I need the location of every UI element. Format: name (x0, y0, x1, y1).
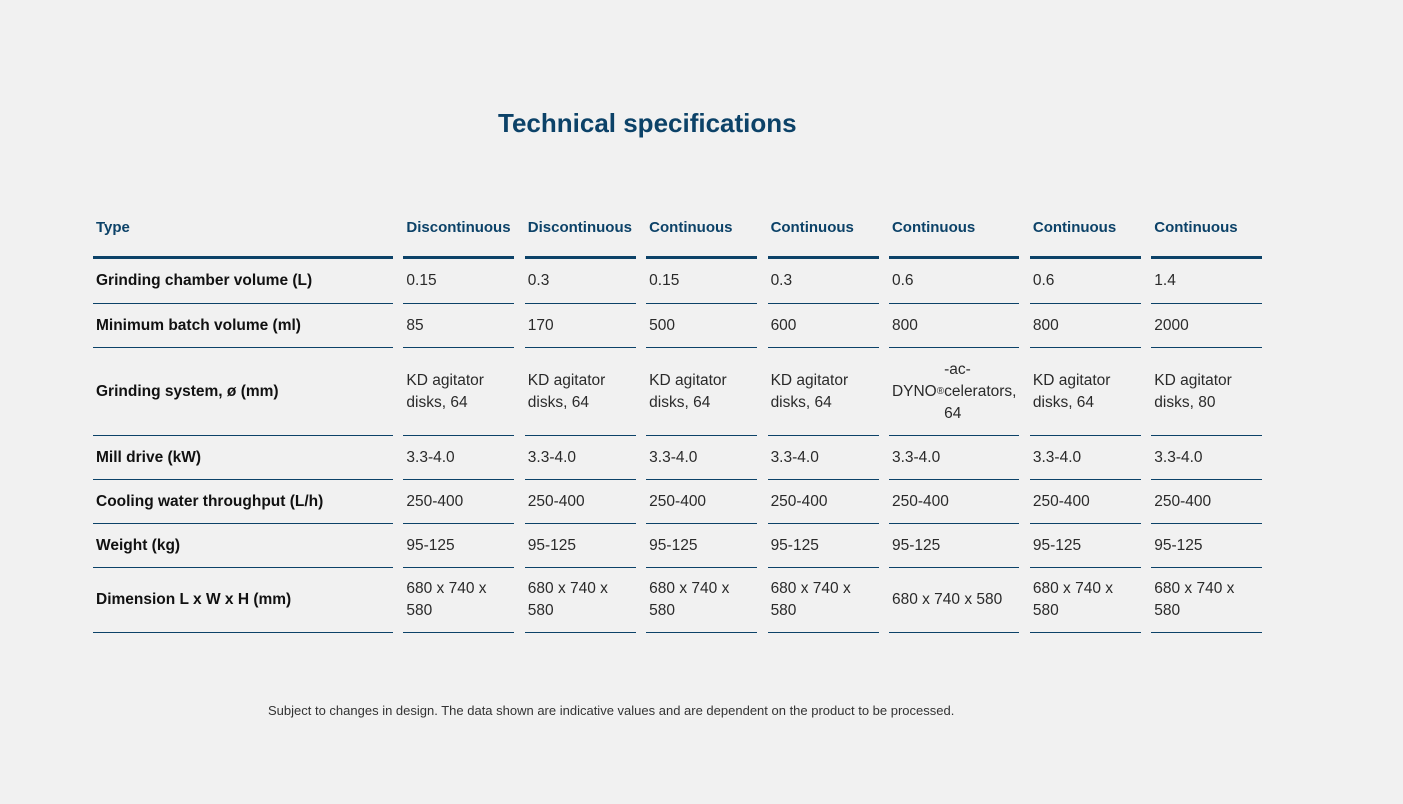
table-cell: 680 x 740 x 580 (403, 568, 514, 633)
table-cell: 680 x 740 x 580 (889, 568, 1020, 633)
table-cell: KD agitator disks, 80 (1151, 348, 1262, 436)
table-cell: 250-400 (889, 480, 1020, 524)
table-cell: 600 (768, 304, 879, 348)
page-title: Technical specifications (498, 108, 797, 138)
table-cell: 3.3-4.0 (889, 436, 1020, 480)
column-header: Discontinuous (403, 198, 514, 259)
column-header: Continuous (1030, 198, 1141, 259)
table-cell: 680 x 740 x 580 (525, 568, 636, 633)
row-label: Grinding chamber volume (L) (93, 259, 393, 304)
table-cell: 95-125 (768, 524, 879, 568)
table-cell: 3.3-4.0 (768, 436, 879, 480)
table-cell: 95-125 (646, 524, 757, 568)
row-label: Weight (kg) (93, 524, 393, 568)
table-header-row (93, 198, 1262, 259)
table-cell: KD agitator disks, 64 (525, 348, 636, 436)
table-cell: 250-400 (525, 480, 636, 524)
table-cell: 680 x 740 x 580 (646, 568, 757, 633)
table-row (93, 436, 1262, 480)
column-header: Continuous (768, 198, 879, 259)
disclaimer-note: Subject to changes in design. The data shown are indicative values and are dependent on the product to be processed. (268, 703, 955, 718)
table-row (93, 524, 1262, 568)
table-cell: 3.3-4.0 (1151, 436, 1262, 480)
table-cell: 170 (525, 304, 636, 348)
table-cell: 800 (1030, 304, 1141, 348)
table-cell: 250-400 (646, 480, 757, 524)
table-cell: 95-125 (403, 524, 514, 568)
table-cell: 2000 (1151, 304, 1262, 348)
table-cell: 0.6 (1030, 259, 1141, 304)
table-cell: 680 x 740 x 580 (1030, 568, 1141, 633)
table-cell: 250-400 (1030, 480, 1141, 524)
column-header: Continuous (1151, 198, 1262, 259)
row-label: Grinding system, ø (mm) (93, 348, 393, 436)
table-cell: 0.6 (889, 259, 1020, 304)
table-cell: 3.3-4.0 (646, 436, 757, 480)
table-cell: 3.3-4.0 (525, 436, 636, 480)
table-row (93, 480, 1262, 524)
column-header: Discontinuous (525, 198, 636, 259)
table-cell: 3.3-4.0 (1030, 436, 1141, 480)
table-cell: 500 (646, 304, 757, 348)
table-cell: 1.4 (1151, 259, 1262, 304)
table-cell: KD agitator disks, 64 (403, 348, 514, 436)
row-label: Mill drive (kW) (93, 436, 393, 480)
table-cell: 250-400 (1151, 480, 1262, 524)
column-header-type: Type (93, 198, 393, 259)
table-cell: 95-125 (1151, 524, 1262, 568)
table-cell: 95-125 (1030, 524, 1141, 568)
table-row (93, 304, 1262, 348)
table-cell: 85 (403, 304, 514, 348)
table-cell: 680 x 740 x 580 (1151, 568, 1262, 633)
table-cell: 0.3 (525, 259, 636, 304)
table-row (93, 259, 1262, 304)
table-cell: 0.15 (646, 259, 757, 304)
table-cell: 800 (889, 304, 1020, 348)
table-cell: 0.15 (403, 259, 514, 304)
table-cell: 250-400 (768, 480, 879, 524)
table-cell: 250-400 (403, 480, 514, 524)
table-row (93, 348, 1262, 436)
table-cell: 95-125 (525, 524, 636, 568)
table-cell: 3.3-4.0 (403, 436, 514, 480)
table-cell: KD agitator disks, 64 (1030, 348, 1141, 436)
column-header: Continuous (889, 198, 1020, 259)
table-cell: KD agitator disks, 64 (646, 348, 757, 436)
specifications-table (93, 198, 1262, 633)
table-cell: KD agitator disks, 64 (768, 348, 879, 436)
table-row (93, 568, 1262, 633)
table-cell: 95-125 (889, 524, 1020, 568)
table-cell: 680 x 740 x 580 (768, 568, 879, 633)
column-header: Continuous (646, 198, 757, 259)
table-cell: DYNO ® -ac-celerators, 64 (889, 348, 1020, 436)
row-label: Cooling water throughput (L/h) (93, 480, 393, 524)
table-cell: 0.3 (768, 259, 879, 304)
row-label: Minimum batch volume (ml) (93, 304, 393, 348)
row-label: Dimension L x W x H (mm) (93, 568, 393, 633)
